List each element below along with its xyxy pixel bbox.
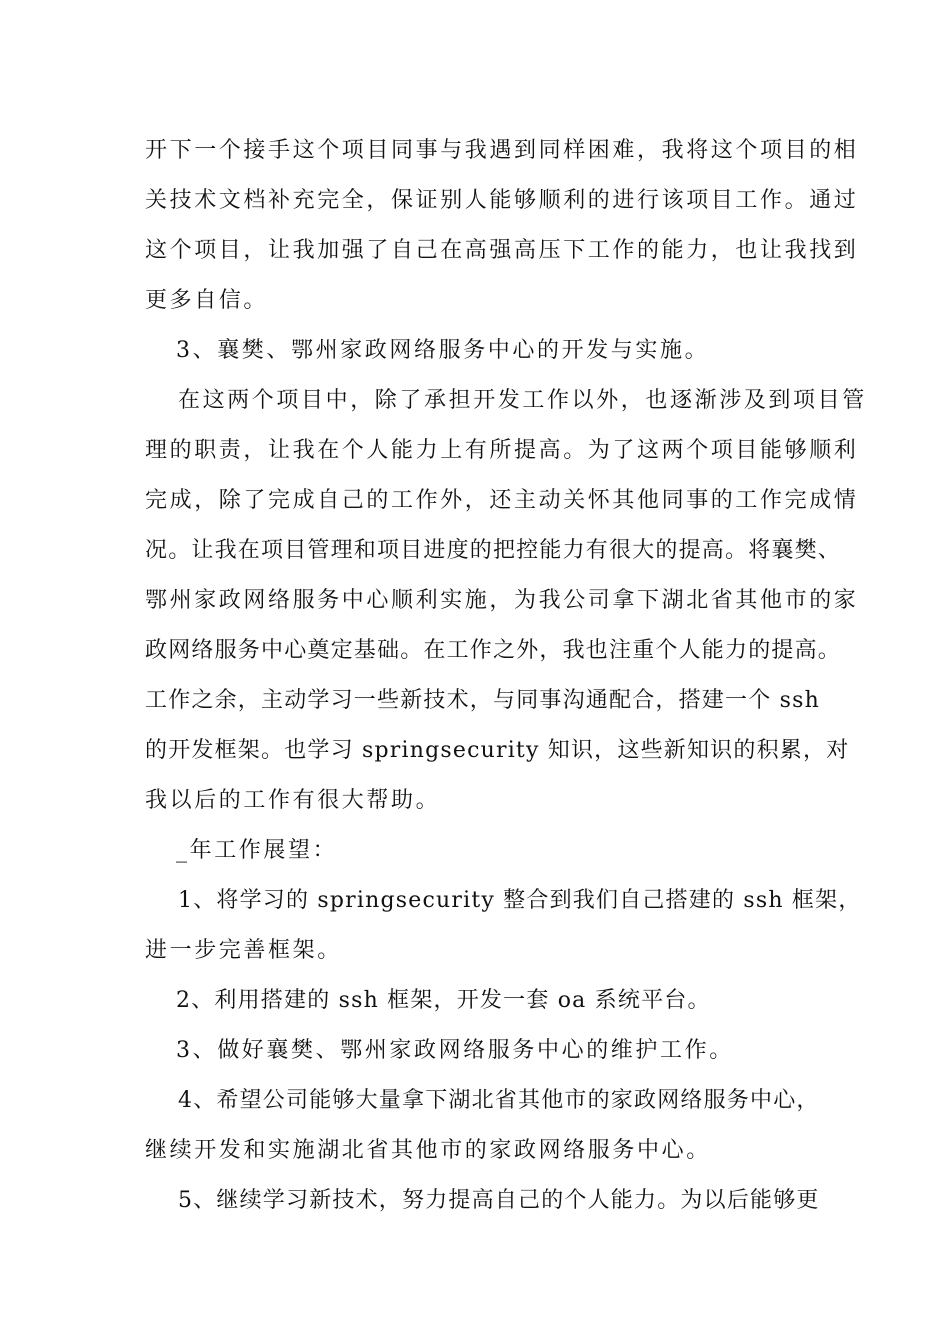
- text-line: 政网络服务中心奠定基础。在工作之外，我也注重个人能力的提高。: [145, 638, 842, 663]
- text-line: 的开发框架。也学习 springsecurity 知识，这些新知识的积累，对: [145, 738, 850, 763]
- text-line: 更多自信。: [145, 288, 269, 313]
- text-line: 况。让我在项目管理和项目进度的把控能力有很大的提高。将襄樊、: [145, 538, 842, 563]
- list-item: 1、将学习的 springsecurity 整合到我们自己搭建的 ssh 框架，: [178, 888, 862, 913]
- section-heading: _年工作展望：: [176, 838, 338, 863]
- text-line: 工作之余，主动学习一些新技术，与同事沟通配合，搭建一个 ssh: [145, 688, 820, 713]
- text-line: 继续开发和实施湖北省其他市的家政网络服务中心。: [145, 1138, 711, 1163]
- text-line: 完成，除了完成自己的工作外，还主动关怀其他同事的工作完成情: [145, 488, 859, 513]
- list-item: 5、继续学习新技术，努力提高自己的个人能力。为以后能够更: [178, 1188, 820, 1213]
- list-item: 3、做好襄樊、鄂州家政网络服务中心的维护工作。: [176, 1038, 734, 1063]
- text-line: 这个项目，让我加强了自己在高强高压下工作的能力，也让我找到: [145, 238, 859, 263]
- text-line: 进一步完善框架。: [145, 938, 342, 963]
- list-item: 2、利用搭建的 ssh 框架，开发一套 oa 系统平台。: [176, 988, 711, 1013]
- text-line: 在这两个项目中，除了承担开发工作以外，也逐渐涉及到项目管: [178, 388, 867, 413]
- text-line: 关技术文档补充完全，保证别人能够顺利的进行该项目工作。通过: [145, 188, 859, 213]
- text-line: 鄂州家政网络服务中心顺利实施，为我公司拿下湖北省其他市的家: [145, 588, 859, 613]
- text-line: 开下一个接手这个项目同事与我遇到同样困难，我将这个项目的相: [145, 138, 859, 163]
- text-line: 理的职责，让我在个人能力上有所提高。为了这两个项目能够顺利: [145, 438, 859, 463]
- section-heading: 3、襄樊、鄂州家政网络服务中心的开发与实施。: [176, 338, 710, 363]
- text-line: 我以后的工作有很大帮助。: [145, 788, 441, 813]
- list-item: 4、希望公司能够大量拿下湖北省其他市的家政网络服务中心，: [178, 1088, 820, 1113]
